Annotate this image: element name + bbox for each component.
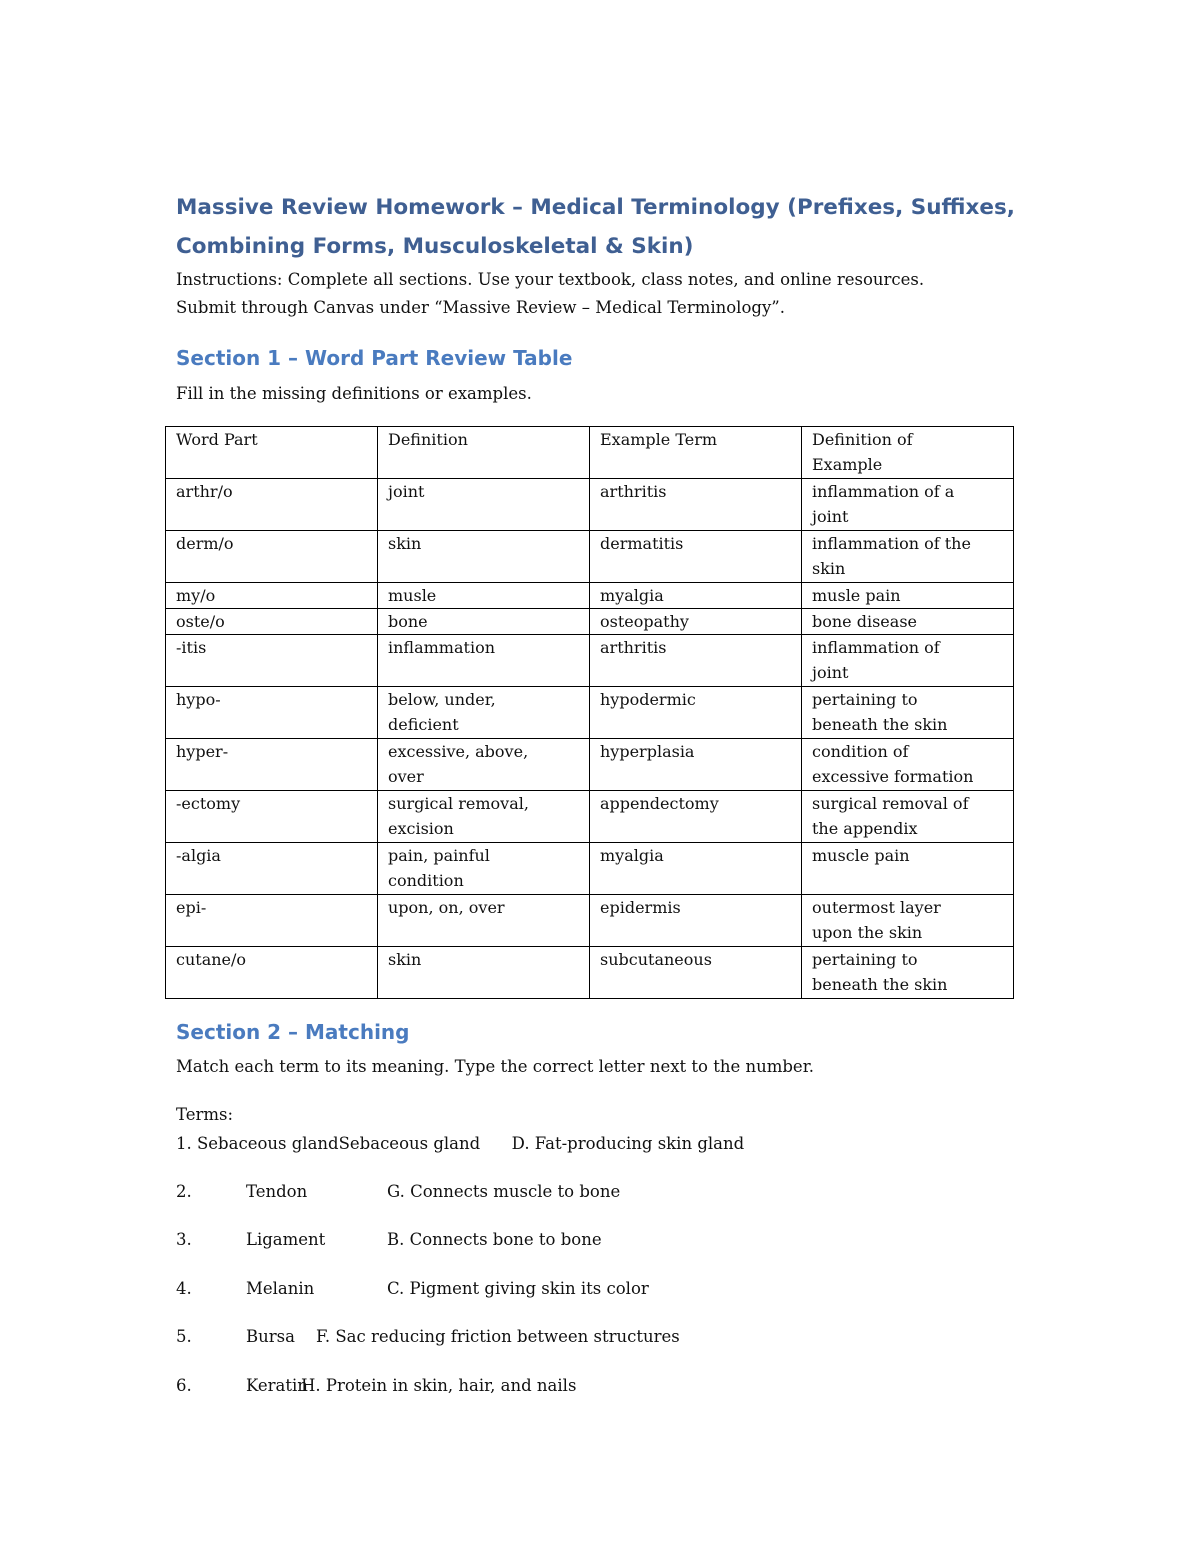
cell-word-part: derm/o: [166, 531, 378, 583]
matching-number: 5.: [176, 1327, 192, 1346]
terms-label: Terms:: [176, 1105, 234, 1124]
title-line-2: Combining Forms, Musculoskeletal & Skin): [176, 234, 694, 259]
cell-definition: musle: [378, 583, 590, 609]
section-1-heading: Section 1 – Word Part Review Table: [176, 346, 573, 370]
cell-example-definition: outermost layer upon the skin: [802, 895, 1014, 947]
header-word-part: Word Part: [166, 427, 378, 479]
cell-definition: inflammation: [378, 635, 590, 687]
cell-word-part: -algia: [166, 843, 378, 895]
cell-word-part: hypo-: [166, 687, 378, 739]
cell-example-definition: pertaining to beneath the skin: [802, 687, 1014, 739]
header-example-term: Example Term: [590, 427, 802, 479]
cell-example-term: myalgia: [590, 583, 802, 609]
cell-example-term: hypodermic: [590, 687, 802, 739]
cell-word-part: cutane/o: [166, 947, 378, 999]
cell-word-part: my/o: [166, 583, 378, 609]
matching-item: [0, 1275, 1200, 1303]
matching-item: [0, 1372, 1200, 1400]
cell-word-part: -ectomy: [166, 791, 378, 843]
cell-definition: skin: [378, 947, 590, 999]
matching-number: 3.: [176, 1230, 192, 1249]
document-title: [176, 188, 1076, 266]
table-row: [166, 947, 1014, 999]
matching-term: Tendon: [246, 1182, 308, 1201]
cell-definition: below, under, deficient: [378, 687, 590, 739]
table-row: [166, 531, 1014, 583]
cell-example-term: myalgia: [590, 843, 802, 895]
matching-number: 4.: [176, 1279, 192, 1298]
word-part-table: [165, 426, 1014, 999]
matching-term: Keratin: [246, 1376, 308, 1395]
table-row: [166, 687, 1014, 739]
cell-word-part: hyper-: [166, 739, 378, 791]
cell-example-definition: inflammation of joint: [802, 635, 1014, 687]
section-2-heading: Section 2 – Matching: [176, 1020, 410, 1044]
cell-definition: excessive, above, over: [378, 739, 590, 791]
matching-number: 2.: [176, 1182, 192, 1201]
cell-definition: skin: [378, 531, 590, 583]
cell-definition: bone: [378, 609, 590, 635]
matching-number: 6.: [176, 1376, 192, 1395]
cell-example-definition: bone disease: [802, 609, 1014, 635]
cell-word-part: arthr/o: [166, 479, 378, 531]
cell-example-term: dermatitis: [590, 531, 802, 583]
header-definition-of-example: Definition of Example: [802, 427, 1014, 479]
cell-word-part: -itis: [166, 635, 378, 687]
title-line-1: Massive Review Homework – Medical Terminology (Prefixes, Suffixes,: [176, 195, 1015, 220]
instructions-line-1: Instructions: Complete all sections. Use your textbook, class notes, and online resources.: [176, 270, 925, 289]
table-header-row: [166, 427, 1014, 479]
cell-definition: joint: [378, 479, 590, 531]
cell-example-definition: muscle pain: [802, 843, 1014, 895]
matching-definition: G. Connects muscle to bone: [387, 1182, 621, 1201]
cell-definition: upon, on, over: [378, 895, 590, 947]
matching-item: [0, 1323, 1200, 1351]
matching-definition: H. Protein in skin, hair, and nails: [301, 1376, 577, 1395]
section-2-instruction: Match each term to its meaning. Type the correct letter next to the number.: [176, 1057, 815, 1076]
cell-word-part: oste/o: [166, 609, 378, 635]
matching-term: Ligament: [246, 1230, 326, 1249]
table-row: [166, 791, 1014, 843]
matching-item: [0, 1178, 1200, 1206]
matching-item-1: 1. Sebaceous glandSebaceous gland D. Fat-producing skin gland: [176, 1134, 745, 1153]
cell-definition: surgical removal, excision: [378, 791, 590, 843]
cell-example-term: epidermis: [590, 895, 802, 947]
cell-example-term: osteopathy: [590, 609, 802, 635]
matching-definition: C. Pigment giving skin its color: [387, 1279, 649, 1298]
cell-example-term: hyperplasia: [590, 739, 802, 791]
cell-example-term: arthritis: [590, 635, 802, 687]
instructions-line-2: Submit through Canvas under “Massive Review – Medical Terminology”.: [176, 298, 785, 317]
instructions-block: [176, 266, 924, 322]
matching-item: [0, 1226, 1200, 1254]
cell-example-term: arthritis: [590, 479, 802, 531]
cell-example-definition: condition of excessive formation: [802, 739, 1014, 791]
matching-term: Bursa: [246, 1327, 295, 1346]
cell-word-part: epi-: [166, 895, 378, 947]
section-1-instruction: Fill in the missing definitions or examples.: [176, 384, 532, 403]
table-row: [166, 895, 1014, 947]
matching-term: Melanin: [246, 1279, 315, 1298]
matching-definition: F. Sac reducing friction between structures: [316, 1327, 680, 1346]
cell-example-term: subcutaneous: [590, 947, 802, 999]
table-row: [166, 739, 1014, 791]
table-row: [166, 479, 1014, 531]
cell-example-definition: inflammation of the skin: [802, 531, 1014, 583]
matching-definition: B. Connects bone to bone: [387, 1230, 602, 1249]
cell-definition: pain, painful condition: [378, 843, 590, 895]
table-row: [166, 609, 1014, 635]
cell-example-term: appendectomy: [590, 791, 802, 843]
cell-example-definition: musle pain: [802, 583, 1014, 609]
table-row: [166, 843, 1014, 895]
cell-example-definition: pertaining to beneath the skin: [802, 947, 1014, 999]
table-row: [166, 635, 1014, 687]
table-row: [166, 583, 1014, 609]
header-definition: Definition: [378, 427, 590, 479]
cell-example-definition: surgical removal of the appendix: [802, 791, 1014, 843]
cell-example-definition: inflammation of a joint: [802, 479, 1014, 531]
